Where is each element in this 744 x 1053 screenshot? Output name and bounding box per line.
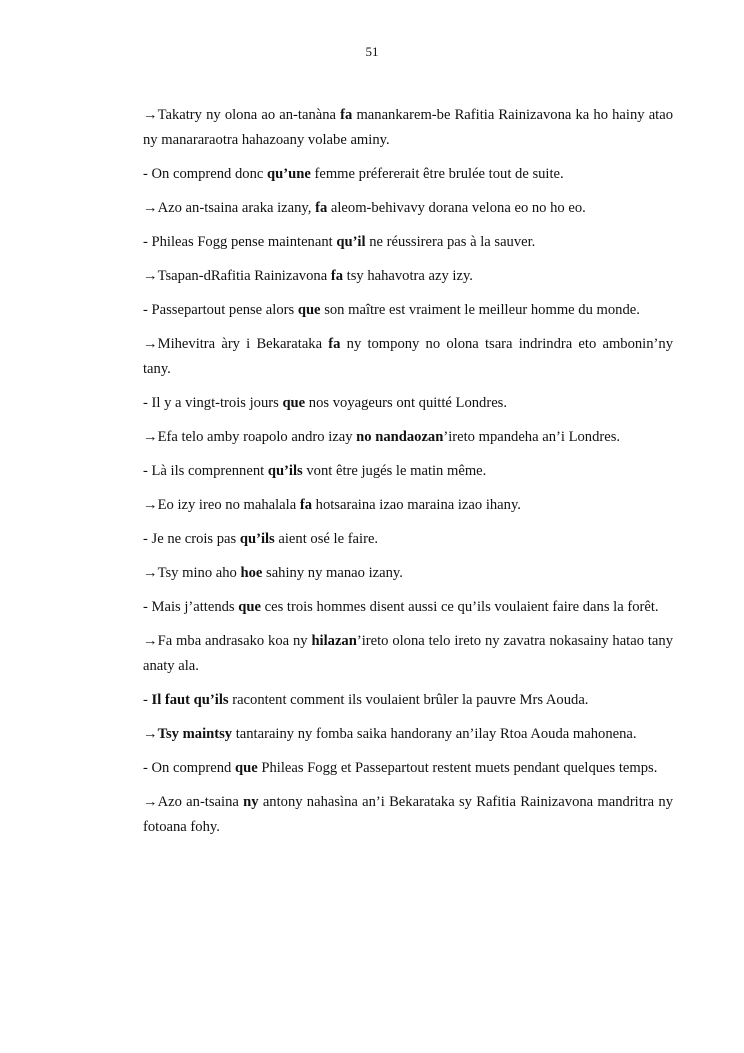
bold-text: qu’ils [267, 463, 303, 479]
bold-text: que [235, 760, 258, 776]
text-segment: →Tsapan-dRafitia Rainizavona [143, 268, 331, 284]
text-segment: hotsaraina izao maraina izao ihany. [312, 497, 521, 513]
paragraph [143, 230, 673, 255]
text-segment: tantarainy ny fomba saika handorany an’ilay Rtoa Aouda mahonena. [232, 726, 637, 742]
paragraph [143, 332, 673, 382]
text-segment: → [143, 726, 158, 742]
text-segment: ’ireto olona telo ireto ny zavatra nokasainy hatao tany anaty ala. [143, 633, 673, 674]
text-segment: →Eo izy ireo no mahalala [143, 497, 300, 513]
paragraph [143, 459, 673, 484]
text-segment: sahiny ny manao izany. [262, 565, 403, 581]
text-segment: son maître est vraiment le meilleur homme du monde. [320, 302, 640, 318]
bold-text: fa [340, 107, 353, 123]
text-segment: racontent comment ils voulaient brûler la pauvre Mrs Aouda. [228, 692, 589, 708]
paragraph [143, 162, 673, 187]
bold-text: Il faut qu’ils [151, 692, 229, 708]
text-segment: - Mais j’attends [143, 599, 239, 615]
text-segment: - [143, 692, 152, 708]
bold-text: hilazan [311, 633, 357, 649]
text-segment: - On comprend [143, 760, 235, 776]
text-segment: →Azo an-tsaina araka izany, [143, 200, 316, 216]
paragraph [143, 561, 673, 586]
paragraph [143, 595, 673, 620]
text-segment: - Phileas Fogg pense maintenant [143, 234, 337, 250]
paragraph [143, 264, 673, 289]
paragraph [143, 790, 673, 840]
text-segment: vont être jugés le matin même. [302, 463, 487, 479]
text-segment: →Efa telo amby roapolo andro izay [143, 429, 357, 445]
paragraph [143, 629, 673, 679]
bold-text: no nandaozan [356, 429, 444, 445]
paragraph [143, 425, 673, 450]
bold-text: qu’ils [239, 531, 275, 547]
paragraph [143, 493, 673, 518]
bold-text: fa [330, 268, 343, 284]
text-segment: femme préfererait être brulée tout de suite. [310, 166, 564, 182]
bold-text: que [282, 395, 306, 411]
bold-text: qu’une [267, 166, 311, 182]
text-segment: ne réussirera pas à la sauver. [365, 234, 536, 250]
text-segment: - Passepartout pense alors [143, 302, 298, 318]
text-segment: - Il y a vingt-trois jours [143, 395, 283, 411]
bold-text: ny [243, 794, 259, 810]
text-segment: - Je ne crois pas [143, 531, 240, 547]
page-number: 51 [365, 44, 379, 59]
text-segment: →Tsy mino aho [143, 565, 241, 581]
paragraph [143, 298, 673, 323]
text-segment: →Azo an-tsaina [143, 794, 244, 810]
bold-text: qu’il [336, 234, 366, 250]
paragraph [143, 688, 673, 713]
paragraph [143, 196, 673, 221]
text-segment: - Là ils comprennent [143, 463, 268, 479]
bold-text: que [238, 599, 261, 615]
text-segment: ny tompony no olona tsara indrindra eto ambonin’ny tany. [143, 336, 673, 377]
text-segment: nos voyageurs ont quitté Londres. [305, 395, 508, 411]
bold-text: hoe [240, 565, 263, 581]
text-segment: ces trois hommes disent aussi ce qu’ils voulaient faire dans la forêt. [260, 599, 659, 615]
paragraph [143, 391, 673, 416]
text-segment: →Takatry ny olona ao an-tanàna [143, 107, 341, 123]
bold-text: fa [315, 200, 328, 216]
paragraph [143, 527, 673, 552]
bold-text: fa [328, 336, 341, 352]
text-segment: Phileas Fogg et Passepartout restent muets pendant quelques temps. [257, 760, 658, 776]
bold-text: fa [299, 497, 312, 513]
text-segment: antony nahasìna an’i Bekarataka sy Rafitia Rainizavona mandritra ny fotoana fohy. [143, 794, 673, 835]
text-segment: ’ireto mpandeha an’i Londres. [443, 429, 621, 445]
text-segment: →Fa mba andrasako koa ny [143, 633, 312, 649]
text-segment: aleom-behivavy dorana velona eo no ho eo. [327, 200, 586, 216]
text-segment: tsy hahavotra azy izy. [343, 268, 473, 284]
bold-text: Tsy maintsy [157, 726, 233, 742]
text-segment: manankarem-be Rafitia Rainizavona ka ho hainy atao ny manararaotra hahazoany volabe aminy. [143, 107, 673, 148]
paragraph [143, 103, 673, 153]
text-segment: aient osé le faire. [274, 531, 379, 547]
paragraph [143, 756, 673, 781]
document-body [143, 103, 673, 849]
bold-text: que [297, 302, 321, 318]
text-segment: →Mihevitra àry i Bekarataka [143, 336, 329, 352]
paragraph [143, 722, 673, 747]
text-segment: - On comprend donc [143, 166, 268, 182]
